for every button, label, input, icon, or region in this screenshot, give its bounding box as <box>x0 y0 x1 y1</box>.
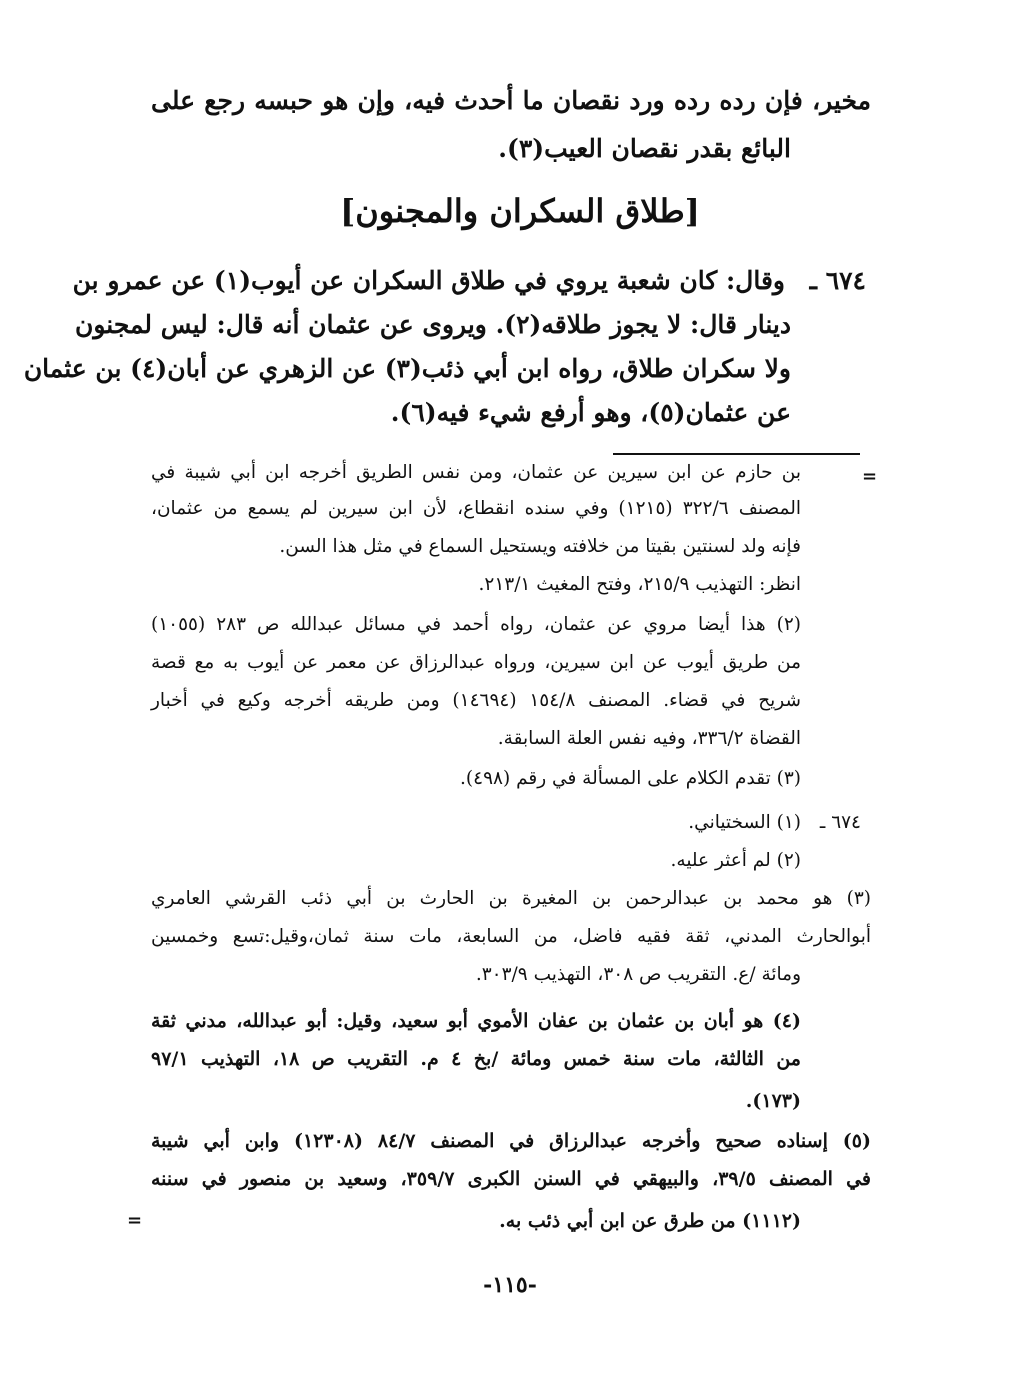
footnote-cont-line-2: المصنف ٣٢٢/٦ (١٢١٥) وفي سنده انقطاع، لأن ابن سيرين لم يسمع من عثمان، <box>151 498 801 519</box>
top-paragraph-line-1: مخير، فإن رده رده ورد نقصان ما أحدث فيه، وإن هو حبسه رجع على <box>151 86 871 115</box>
footnote-2-line-3: شريح في قضاء. المصنف ١٥٤/٨ (١٤٦٩٤) ومن طريقه أخرجه وكيع في أخبار <box>151 690 801 711</box>
note-674-5-line-2: في المصنف ٣٩/٥، والبيهقي في السنن الكبرى ٣٥٩/٧، وسعيد بن منصور في سننه <box>151 1168 872 1190</box>
footnote-2-line-4: القضاة ٣٣٦/٢، وفيه نفس العلة السابقة. <box>497 728 801 749</box>
bottom-continuation-marker: = <box>127 1210 143 1231</box>
entry-line-1: وقال: كان شعبة يروي في طلاق السكران عن أيوب(١) عن عمرو بن <box>72 266 785 295</box>
notes-674-label: ٦٧٤ ـ <box>819 812 861 833</box>
entry-line-4: عن عثمان(٥)، وهو أرفع شيء فيه(٦). <box>390 398 791 427</box>
footnote-cont-line-3: فإنه ولد لسنتين بقيتا من خلافته ويستحيل السماع في مثل هذا السن. <box>279 536 801 557</box>
footnote-3: (٣) تقدم الكلام على المسألة في رقم (٤٩٨). <box>460 768 801 789</box>
note-674-5-line-3: (١١١٢) من طرق عن ابن أبي ذئب به. <box>499 1210 801 1232</box>
footnote-2-line-1: (٢) هذا أيضا مروي عن عثمان، رواه أحمد في مسائل عبدالله ص ٢٨٣ (١٠٥٥) <box>151 614 801 635</box>
note-674-3-line-3: ومائة /ع. التقريب ص ٣٠٨، التهذيب ٣٠٣/٩. <box>475 964 801 985</box>
note-674-4-line-3: (١٧٣). <box>745 1090 801 1112</box>
footnote-separator <box>613 453 860 455</box>
note-674-1: (١) السختياني. <box>688 812 801 833</box>
note-674-5-line-1: (٥) إسناده صحيح وأخرجه عبدالرزاق في المصنف ٨٤/٧ (١٢٣٠٨) وابن أبي شيبة <box>151 1130 871 1152</box>
page-number: -١١٥- <box>483 1272 537 1298</box>
note-674-3-line-2: أبوالحارث المدني، ثقة فقيه فاضل، من السابعة، مات سنة ثمان،وقيل:تسع وخمسين <box>151 926 871 947</box>
entry-number: ٦٧٤ ـ <box>809 266 866 295</box>
footnote-2-line-2: من طريق أيوب عن ابن سيرين، ورواه عبدالرزاق عن معمر عن أيوب به مع قصة <box>151 652 801 673</box>
entry-line-3: ولا سكران طلاق، رواه ابن أبي ذئب(٣) عن الزهري عن أبان(٤) بن عثمان <box>23 354 791 383</box>
note-674-2: (٢) لم أعثر عليه. <box>670 850 801 871</box>
footnote-cont-line-1: بن حازم عن ابن سيرين عن عثمان، ومن نفس الطريق أخرجه ابن أبي شيبة في <box>151 462 801 483</box>
continuation-marker: = <box>862 466 878 487</box>
footnote-cont-line-4: انظر: التهذيب ٢١٥/٩، وفتح المغيث ٢١٣/١. <box>478 574 801 595</box>
top-paragraph-line-2: البائع بقدر نقصان العيب(٣). <box>498 134 791 163</box>
note-674-4-line-2: من الثالثة، مات سنة خمس ومائة /بخ ٤ م. التقريب ص ١٨، التهذيب ٩٧/١ <box>151 1048 801 1070</box>
entry-line-2: دينار قال: لا يجوز طلاقه(٢). ويروى عن عثمان أنه قال: ليس لمجنون <box>75 310 791 339</box>
note-674-3-line-1: (٣) هو محمد بن عبدالرحمن بن المغيرة بن الحارث بن أبي ذئب القرشي العامري <box>151 888 871 909</box>
note-674-4-line-1: (٤) هو أبان بن عثمان بن عفان الأموي أبو سعيد، وقيل: أبو عبدالله، مدني ثقة <box>151 1010 801 1032</box>
section-title: [طلاق السكران والمجنون] <box>340 192 700 230</box>
